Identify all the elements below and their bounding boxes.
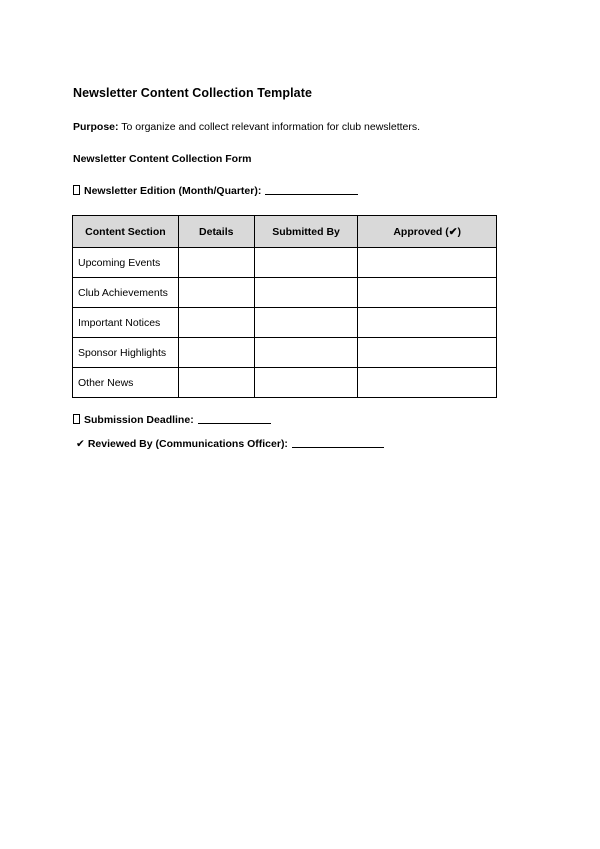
details-cell[interactable] [178,308,254,338]
approved-cell[interactable] [358,248,497,278]
approved-cell[interactable] [358,308,497,338]
table-row [73,278,497,308]
deadline-field [73,413,271,426]
table-row [73,308,497,338]
submitted-by-cell[interactable] [254,338,358,368]
document-title: Newsletter Content Collection Template [73,86,313,100]
submitted-by-cell[interactable] [254,278,358,308]
approved-cell[interactable] [358,278,497,308]
header-submitted-by: Submitted By [254,216,358,248]
purpose-line [73,121,420,133]
reviewed-blank-line[interactable] [292,437,384,448]
purpose-label: Purpose: [73,121,119,133]
details-cell[interactable] [178,248,254,278]
table-header-row [73,216,497,248]
row-section-cell: Sponsor Highlights [73,338,179,368]
edition-label: Newsletter Edition (Month/Quarter): [84,185,262,197]
table-row [73,248,497,278]
reviewed-label: Reviewed By (Communications Officer): [87,438,288,450]
edition-field [73,184,358,197]
header-content-section: Content Section [73,216,179,248]
approved-cell[interactable] [358,368,497,398]
submitted-by-cell[interactable] [254,308,358,338]
details-cell[interactable] [178,278,254,308]
deadline-blank-line[interactable] [198,413,271,424]
approved-cell[interactable] [358,338,497,368]
deadline-label: Submission Deadline: [84,414,194,426]
table-row [73,338,497,368]
checkbox-icon [73,185,80,195]
table-row [73,368,497,398]
content-table [72,215,497,398]
check-icon: ✔ [76,438,85,450]
purpose-text: To organize and collect relevant information for club newsletters. [118,121,421,133]
checkbox-icon [73,414,80,424]
row-section-cell: Club Achievements [73,278,179,308]
details-cell[interactable] [178,338,254,368]
row-section-cell: Important Notices [73,308,179,338]
header-approved: Approved (✔) [358,216,497,248]
form-title: Newsletter Content Collection Form [73,153,252,165]
details-cell[interactable] [178,368,254,398]
edition-blank-line[interactable] [265,184,358,195]
submitted-by-cell[interactable] [254,368,358,398]
row-section-cell: Other News [73,368,179,398]
header-details: Details [178,216,254,248]
reviewed-field [76,437,384,450]
submitted-by-cell[interactable] [254,248,358,278]
row-section-cell: Upcoming Events [73,248,179,278]
